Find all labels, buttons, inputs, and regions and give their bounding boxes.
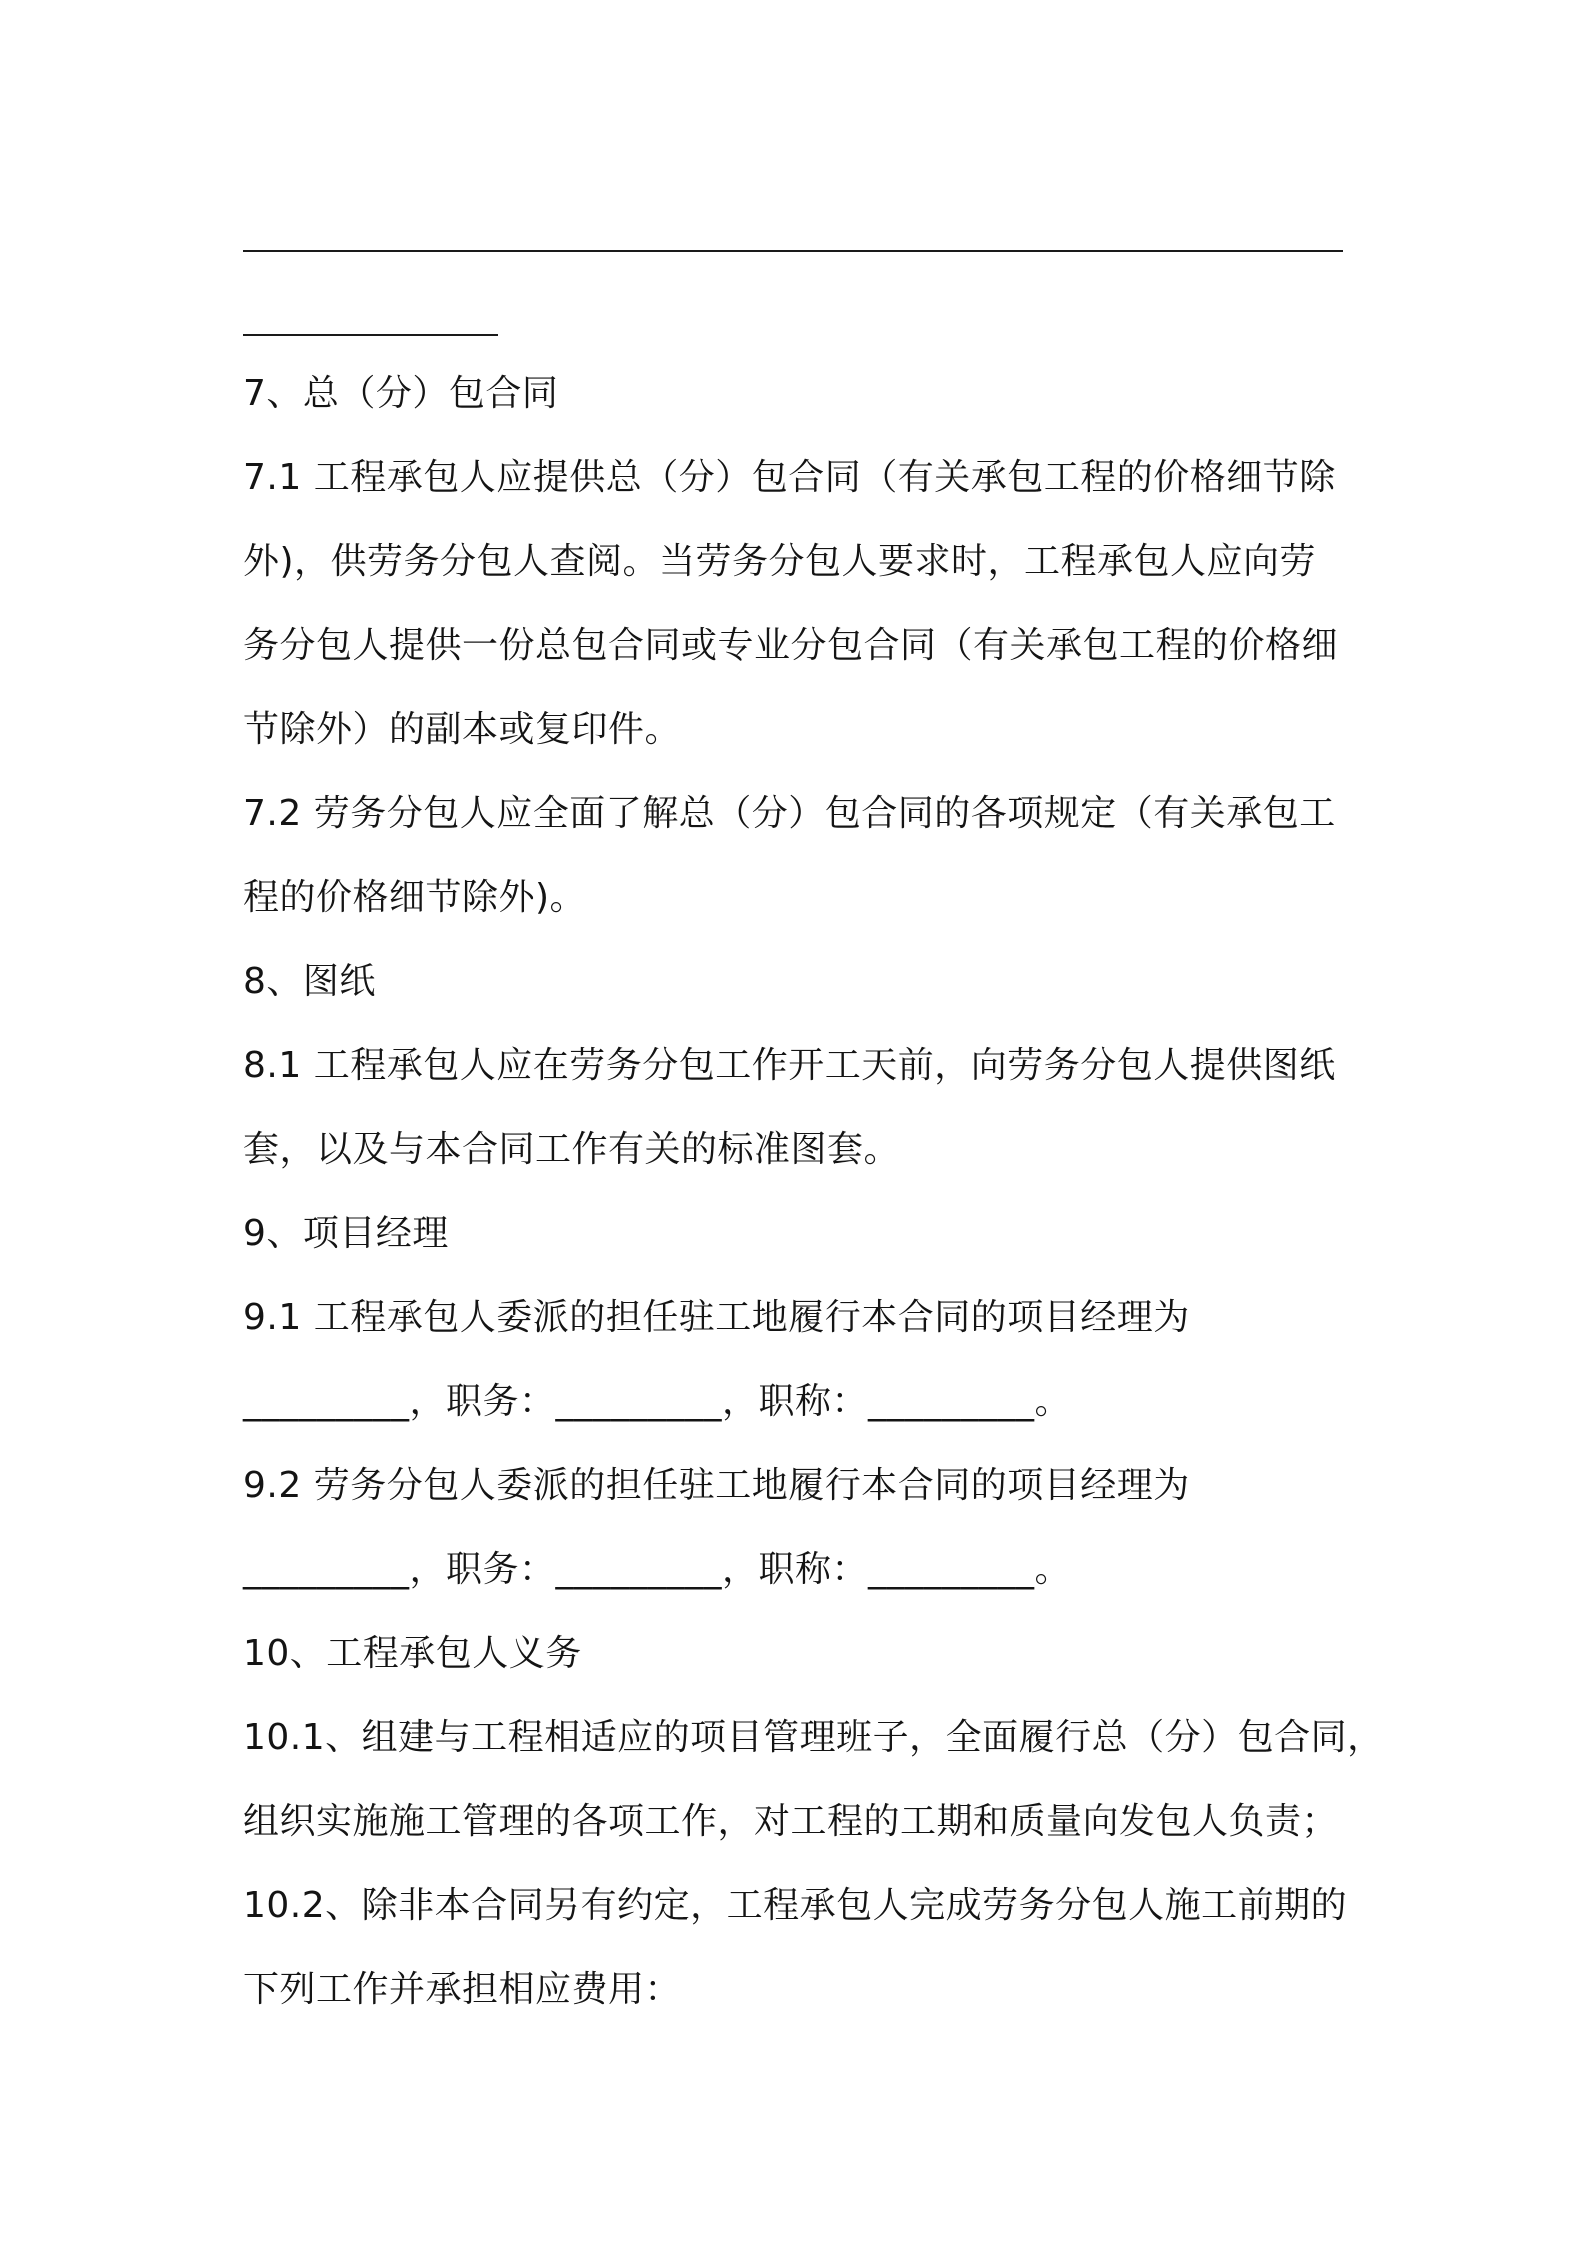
blank-rule-short — [243, 334, 498, 336]
clause-7-1-line-1: 7.1 工程承包人应提供总（分）包合同（有关承包工程的价格细节除 — [243, 457, 1336, 498]
clause-10-1-line-2: 组织实施施工管理的各项工作，对工程的工期和质量向发包人负责； — [243, 1801, 1339, 1842]
clause-10-2-line-2: 下列工作并承担相应费用： — [243, 1969, 682, 2010]
clause-10-2-line-1: 10.2、除非本合同另有约定，工程承包人完成劳务分包人施工前期的 — [243, 1885, 1348, 1926]
clause-10-1-line-1: 10.1、组建与工程相适应的项目管理班子，全面履行总（分）包合同， — [243, 1717, 1384, 1758]
section-heading-7: 7、总（分）包合同 — [243, 373, 559, 414]
clause-7-2-line-1: 7.2 劳务分包人应全面了解总（分）包合同的各项规定（有关承包工 — [243, 793, 1336, 834]
section-heading-8: 8、图纸 — [243, 961, 376, 1002]
clause-7-1-line-4: 节除外）的副本或复印件。 — [243, 709, 682, 750]
clause-7-1-line-3: 务分包人提供一份总包合同或专业分包合同（有关承包工程的价格细 — [243, 625, 1339, 666]
clause-8-1-line-2: 套，以及与本合同工作有关的标准图套。 — [243, 1129, 901, 1170]
clause-9-2-blanks: _________，职务：_________，职称：_________。 — [243, 1549, 1072, 1590]
section-heading-10: 10、工程承包人义务 — [243, 1633, 582, 1674]
clause-9-1-blanks: _________，职务：_________，职称：_________。 — [243, 1381, 1072, 1422]
clause-8-1-line-1: 8.1 工程承包人应在劳务分包工作开工天前，向劳务分包人提供图纸 — [243, 1045, 1336, 1086]
clause-9-2-line-1: 9.2 劳务分包人委派的担任驻工地履行本合同的项目经理为 — [243, 1465, 1190, 1506]
clause-7-2-line-2: 程的价格细节除外)。 — [243, 877, 587, 918]
section-heading-9: 9、项目经理 — [243, 1213, 449, 1254]
clause-9-1-line-1: 9.1 工程承包人委派的担任驻工地履行本合同的项目经理为 — [243, 1297, 1190, 1338]
clause-7-1-line-2: 外)，供劳务分包人查阅。当劳务分包人要求时，工程承包人应向劳 — [243, 541, 1317, 582]
blank-rule-long — [243, 250, 1343, 252]
